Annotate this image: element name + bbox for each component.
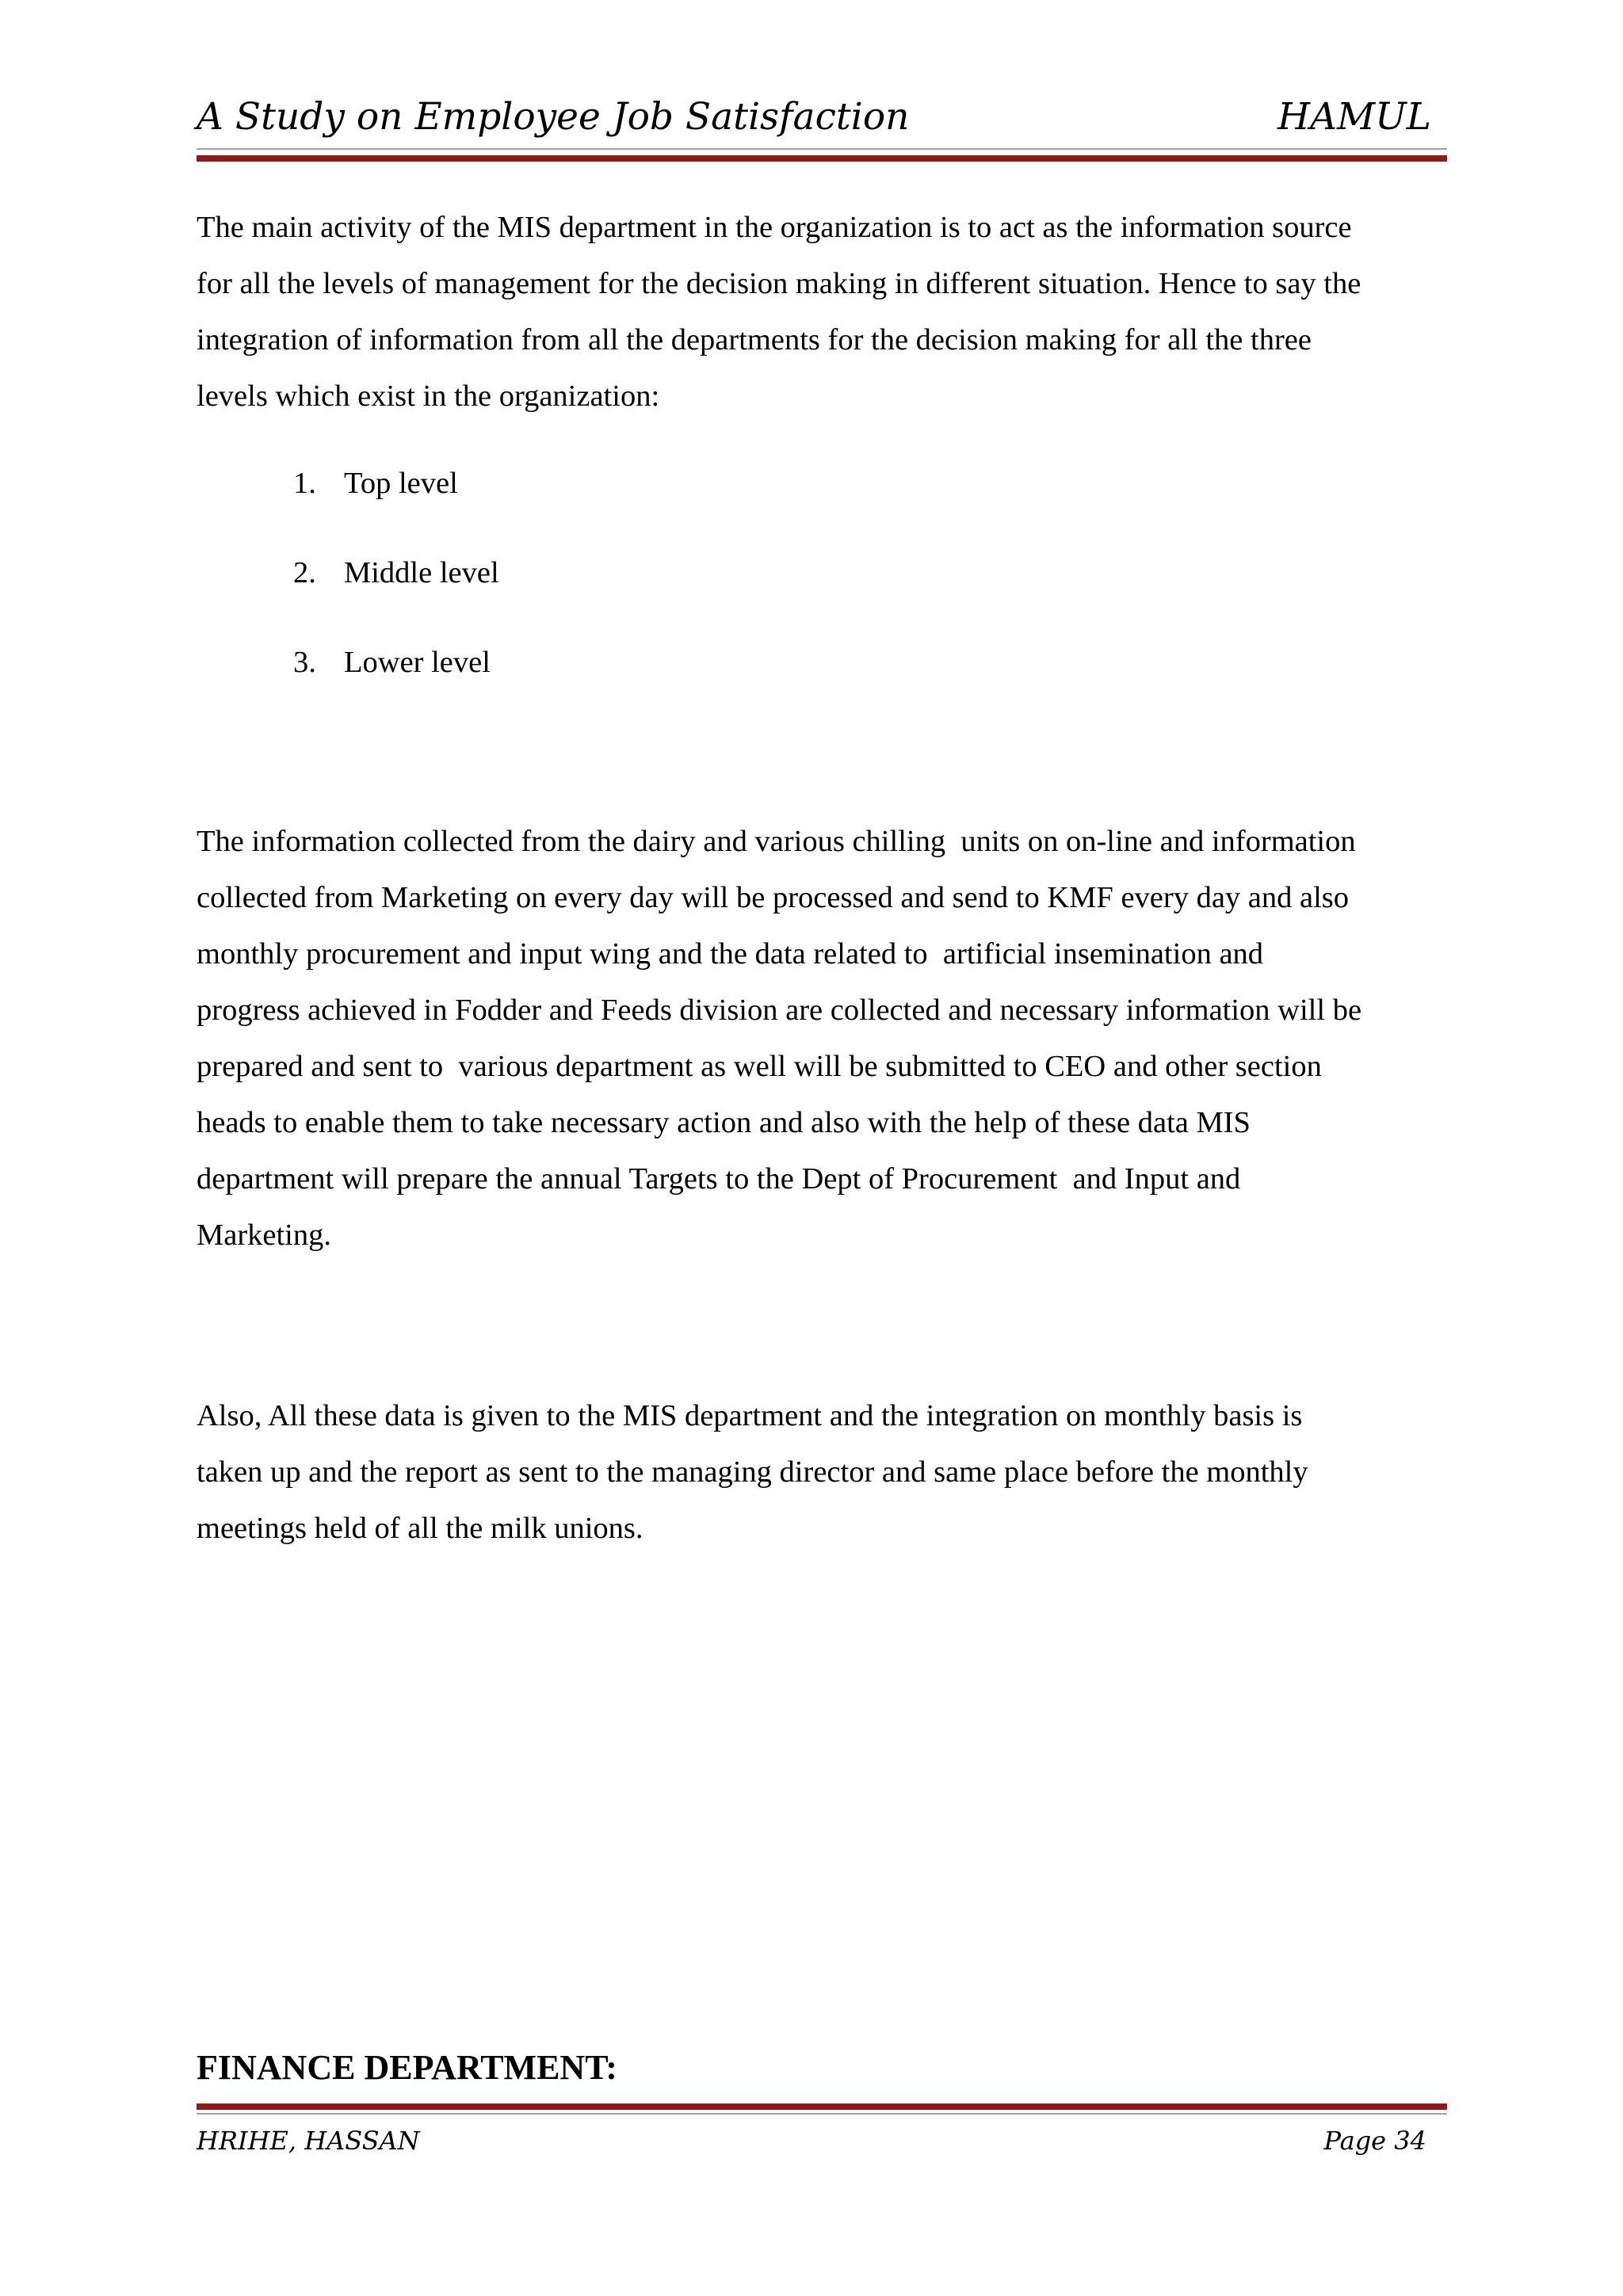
footer-rule-thin xyxy=(197,2113,1447,2115)
list-item-number: 1. xyxy=(293,467,316,500)
text-line: levels which exist in the organization: xyxy=(197,379,660,413)
header-rule-thin xyxy=(197,148,1447,150)
paragraph-monthly-integration xyxy=(197,1388,1465,1557)
paragraph-mis-activity xyxy=(197,200,1465,425)
paragraph-information-collection xyxy=(197,814,1465,1264)
header-rule-thick xyxy=(197,155,1447,162)
text-line: prepared and sent to various department as well will be submitted to CEO and other section xyxy=(197,1050,1322,1083)
list-item-number: 3. xyxy=(293,646,316,679)
list-item xyxy=(293,639,499,728)
management-levels-list xyxy=(293,460,499,728)
text-line: The information collected from the dairy and various chilling units on on-line and information xyxy=(197,825,1356,858)
list-item xyxy=(293,460,499,549)
list-item-number: 2. xyxy=(293,556,316,589)
text-line: for all the levels of management for the decision making in different situation. Hence to say the xyxy=(197,267,1361,300)
text-line: heads to enable them to take necessary action and also with the help of these data MIS xyxy=(197,1106,1251,1139)
list-item-label: Lower level xyxy=(344,646,491,679)
text-line: monthly procurement and input wing and the data related to artificial insemination and xyxy=(197,937,1264,971)
text-line: The main activity of the MIS department in the organization is to act as the information source xyxy=(197,211,1352,244)
footer-institution: HRIHE, HASSAN xyxy=(197,2126,420,2156)
text-line: collected from Marketing on every day will be processed and send to KMF every day and also xyxy=(197,881,1350,914)
footer-page-number: Page 34 xyxy=(1323,2126,1426,2156)
text-line: taken up and the report as sent to the managing director and same place before the monthly xyxy=(197,1455,1308,1489)
text-line: department will prepare the annual Targets to the Dept of Procurement and Input and xyxy=(197,1162,1241,1196)
list-item-label: Middle level xyxy=(344,556,499,589)
footer-rule-thick xyxy=(197,2103,1447,2110)
text-line: Also, All these data is given to the MIS department and the integration on monthly basis is xyxy=(197,1399,1303,1432)
running-header-title: A Study on Employee Job Satisfaction xyxy=(197,95,910,139)
list-item xyxy=(293,549,499,639)
text-line: progress achieved in Fodder and Feeds division are collected and necessary information will be xyxy=(197,994,1362,1027)
text-line: Marketing. xyxy=(197,1219,331,1252)
running-header-org: HAMUL xyxy=(1277,95,1431,139)
text-line: meetings held of all the milk unions. xyxy=(197,1512,643,1545)
text-line: integration of information from all the departments for the decision making for all the three xyxy=(197,323,1312,357)
section-heading-finance: FINANCE DEPARTMENT: xyxy=(197,2048,617,2087)
list-item-label: Top level xyxy=(344,467,458,500)
